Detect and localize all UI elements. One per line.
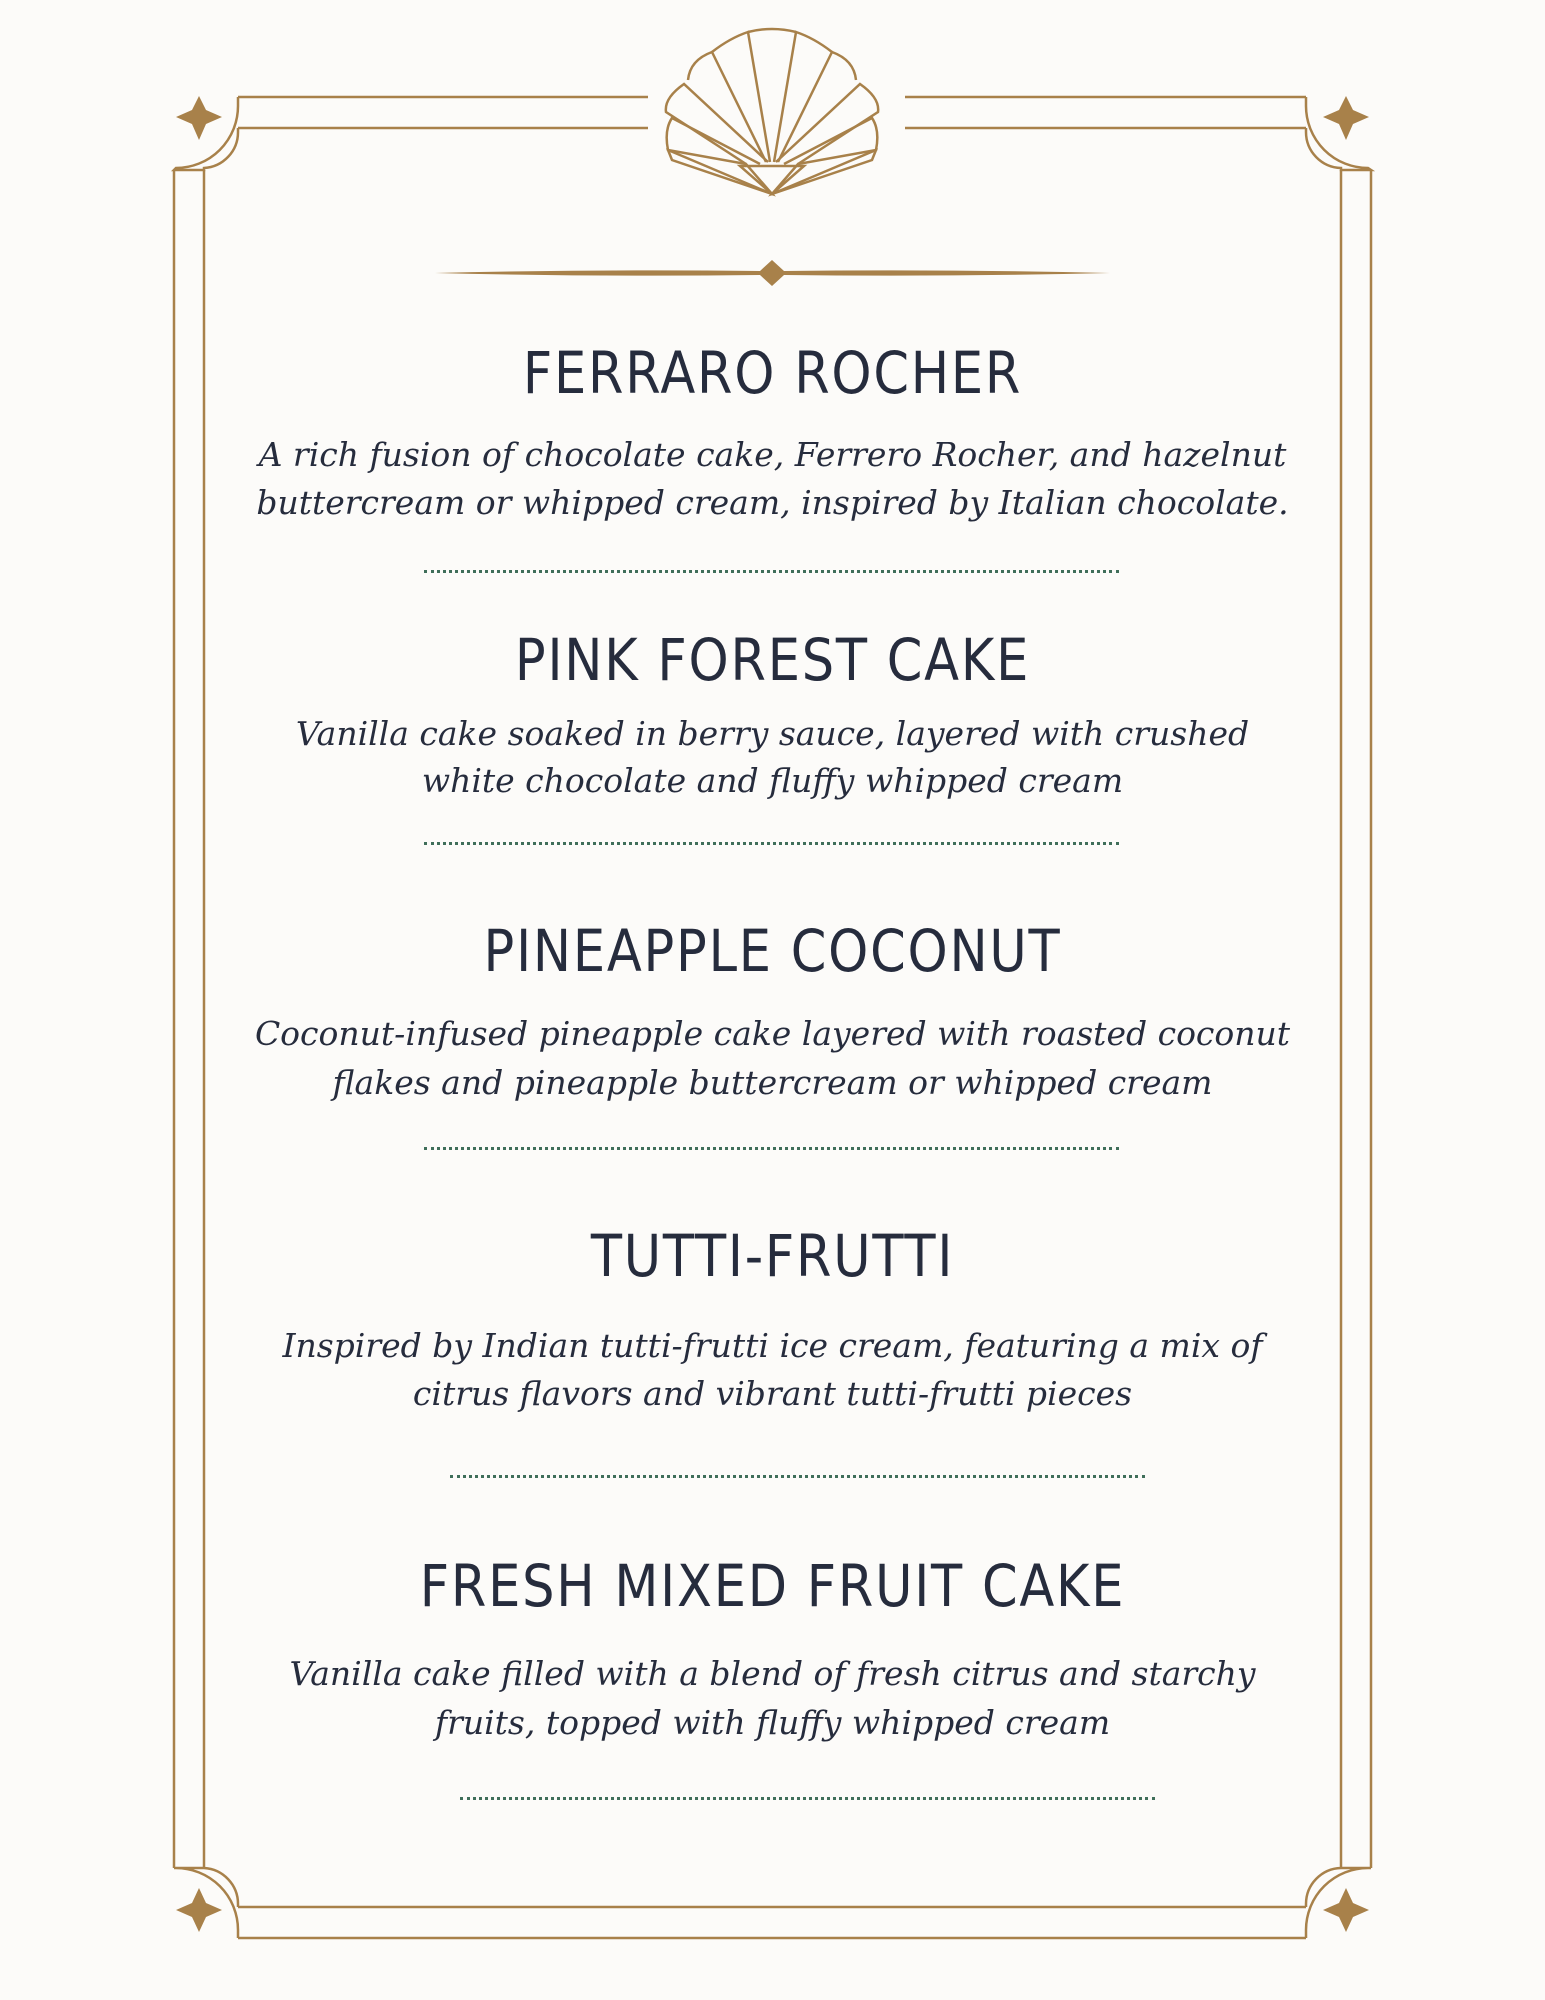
- corner-arc-top-left: [174, 97, 238, 170]
- item-name: TUTTI-FRUTTI: [590, 1222, 955, 1290]
- item-divider: [424, 842, 1119, 845]
- fan-ornament-icon: [666, 29, 878, 194]
- four-point-star-icon: [1323, 1888, 1369, 1932]
- item-description-line-1: Inspired by Indian tutti-frutti ice cream, featuring a mix of: [282, 1326, 1263, 1365]
- item-description-line-2: white chocolate and fluffy whipped cream: [421, 761, 1124, 800]
- item-name: FRESH MIXED FRUIT CAKE: [419, 1552, 1126, 1620]
- corner-arc-top-right: [1306, 97, 1371, 170]
- item-description-line-1: Coconut-infused pineapple cake layered with roasted coconut: [254, 1014, 1291, 1053]
- item-description-line-1: A rich fusion of chocolate cake, Ferrero Rocher, and hazelnut: [258, 435, 1287, 474]
- item-divider: [424, 570, 1119, 573]
- four-point-star-icon: [176, 1888, 222, 1932]
- four-point-star-icon: [176, 96, 222, 140]
- corner-arc-bottom-left: [174, 1868, 238, 1938]
- item-divider: [424, 1147, 1119, 1150]
- item-description-line-2: buttercream or whipped cream, inspired by Italian chocolate.: [256, 483, 1289, 522]
- item-description-line-1: Vanilla cake filled with a blend of fresh citrus and starchy: [289, 1654, 1256, 1693]
- item-description-line-2: flakes and pineapple buttercream or whipped cream: [332, 1063, 1213, 1102]
- item-description-line-2: fruits, topped with fluffy whipped cream: [434, 1703, 1111, 1742]
- item-name: PINEAPPLE COCONUT: [483, 917, 1062, 985]
- diamond-divider-icon: [435, 260, 1110, 286]
- corner-arc-bottom-right: [1306, 1868, 1371, 1938]
- item-divider: [450, 1475, 1145, 1478]
- item-divider: [460, 1797, 1155, 1800]
- item-description-line-2: citrus flavors and vibrant tutti-frutti pieces: [412, 1374, 1133, 1413]
- item-name: PINK FOREST CAKE: [514, 626, 1031, 694]
- item-description-line-1: Vanilla cake soaked in berry sauce, layered with crushed: [295, 714, 1250, 753]
- four-point-star-icon: [1323, 96, 1369, 140]
- item-name: FERRARO ROCHER: [522, 339, 1023, 407]
